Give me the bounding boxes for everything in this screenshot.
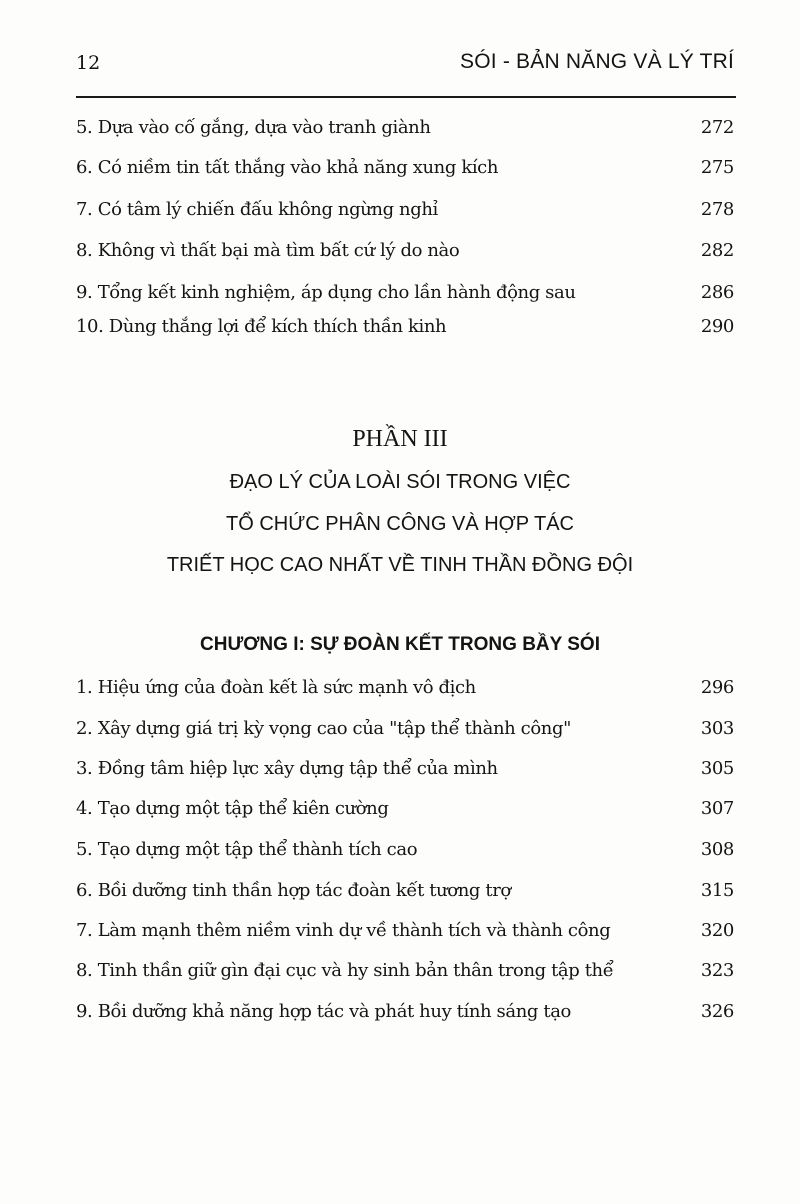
toc-entry-page: 278: [700, 199, 734, 220]
toc-entry-label: 3. Đồng tâm hiệp lực xây dựng tập thể của mình: [76, 758, 498, 779]
toc-entry-page: 307: [700, 798, 734, 819]
part-title: PHẦN III: [352, 426, 448, 452]
toc-entry: [76, 677, 734, 698]
toc-entry-page: 282: [700, 240, 734, 261]
toc-entry: [76, 758, 734, 779]
toc-entry-label: 5. Tạo dựng một tập thể thành tích cao: [76, 839, 418, 860]
toc-entry: [76, 839, 734, 860]
toc-entry: [76, 117, 734, 138]
part-subtitle-line: ĐẠO LÝ CỦA LOÀI SÓI TRONG VIỆC: [229, 471, 571, 493]
toc-entry: [76, 316, 734, 337]
part-subtitle-line: TRIẾT HỌC CAO NHẤT VỀ TINH THẦN ĐỒNG ĐỘI: [166, 554, 634, 576]
part-subtitle-line: TỔ CHỨC PHÂN CÔNG VÀ HỢP TÁC: [226, 513, 574, 535]
toc-entry: [76, 1001, 734, 1022]
toc-entry: [76, 880, 734, 901]
toc-entry-label: 7. Có tâm lý chiến đấu không ngừng nghỉ: [76, 199, 438, 220]
toc-entry: [76, 798, 734, 819]
toc-entry-label: 7. Làm mạnh thêm niềm vinh dự về thành tích và thành công: [76, 920, 611, 941]
header-rule: [76, 96, 736, 98]
toc-entry: [76, 157, 734, 178]
toc-entry-page: 308: [700, 839, 734, 860]
toc-entry-page: 315: [700, 880, 734, 901]
toc-entry: [76, 240, 734, 261]
toc-entry-label: 5. Dựa vào cố gắng, dựa vào tranh giành: [76, 117, 431, 138]
toc-entry-page: 290: [700, 316, 734, 337]
toc-entry-label: 1. Hiệu ứng của đoàn kết là sức mạnh vô địch: [76, 677, 476, 698]
toc-entry: [76, 718, 734, 739]
toc-entry-label: 8. Không vì thất bại mà tìm bất cứ lý do nào: [76, 240, 460, 261]
toc-entry: [76, 960, 734, 981]
toc-entry: [76, 282, 734, 303]
toc-entry-label: 6. Có niềm tin tất thắng vào khả năng xung kích: [76, 157, 499, 178]
toc-entry-label: 2. Xây dựng giá trị kỳ vọng cao của "tập thể thành công": [76, 718, 571, 739]
toc-entry-page: 323: [700, 960, 734, 981]
toc-entry-page: 272: [700, 117, 734, 138]
toc-entry-label: 10. Dùng thắng lợi để kích thích thần kinh: [76, 316, 447, 337]
toc-entry-label: 6. Bồi dưỡng tinh thần hợp tác đoàn kết tương trợ: [76, 880, 511, 901]
page-number: 12: [76, 52, 101, 74]
toc-entry-page: 286: [700, 282, 734, 303]
toc-entry-label: 4. Tạo dựng một tập thể kiên cường: [76, 798, 389, 819]
running-title: SÓI - BẢN NĂNG VÀ LÝ TRÍ: [460, 50, 734, 73]
toc-entry-page: 320: [700, 920, 734, 941]
toc-entry-page: 326: [700, 1001, 734, 1022]
toc-entry-label: 9. Tổng kết kinh nghiệm, áp dụng cho lần hành động sau: [76, 282, 576, 303]
toc-entry-page: 275: [700, 157, 734, 178]
toc-entry: [76, 199, 734, 220]
toc-entry-label: 8. Tinh thần giữ gìn đại cục và hy sinh bản thân trong tập thể: [76, 960, 614, 981]
toc-entry: [76, 920, 734, 941]
toc-entry-page: 303: [700, 718, 734, 739]
toc-entry-page: 296: [700, 677, 734, 698]
toc-entry-label: 9. Bồi dưỡng khả năng hợp tác và phát huy tính sáng tạo: [76, 1001, 571, 1022]
chapter-title: CHƯƠNG I: SỰ ĐOÀN KẾT TRONG BẦY SÓI: [200, 634, 600, 655]
toc-entry-page: 305: [700, 758, 734, 779]
